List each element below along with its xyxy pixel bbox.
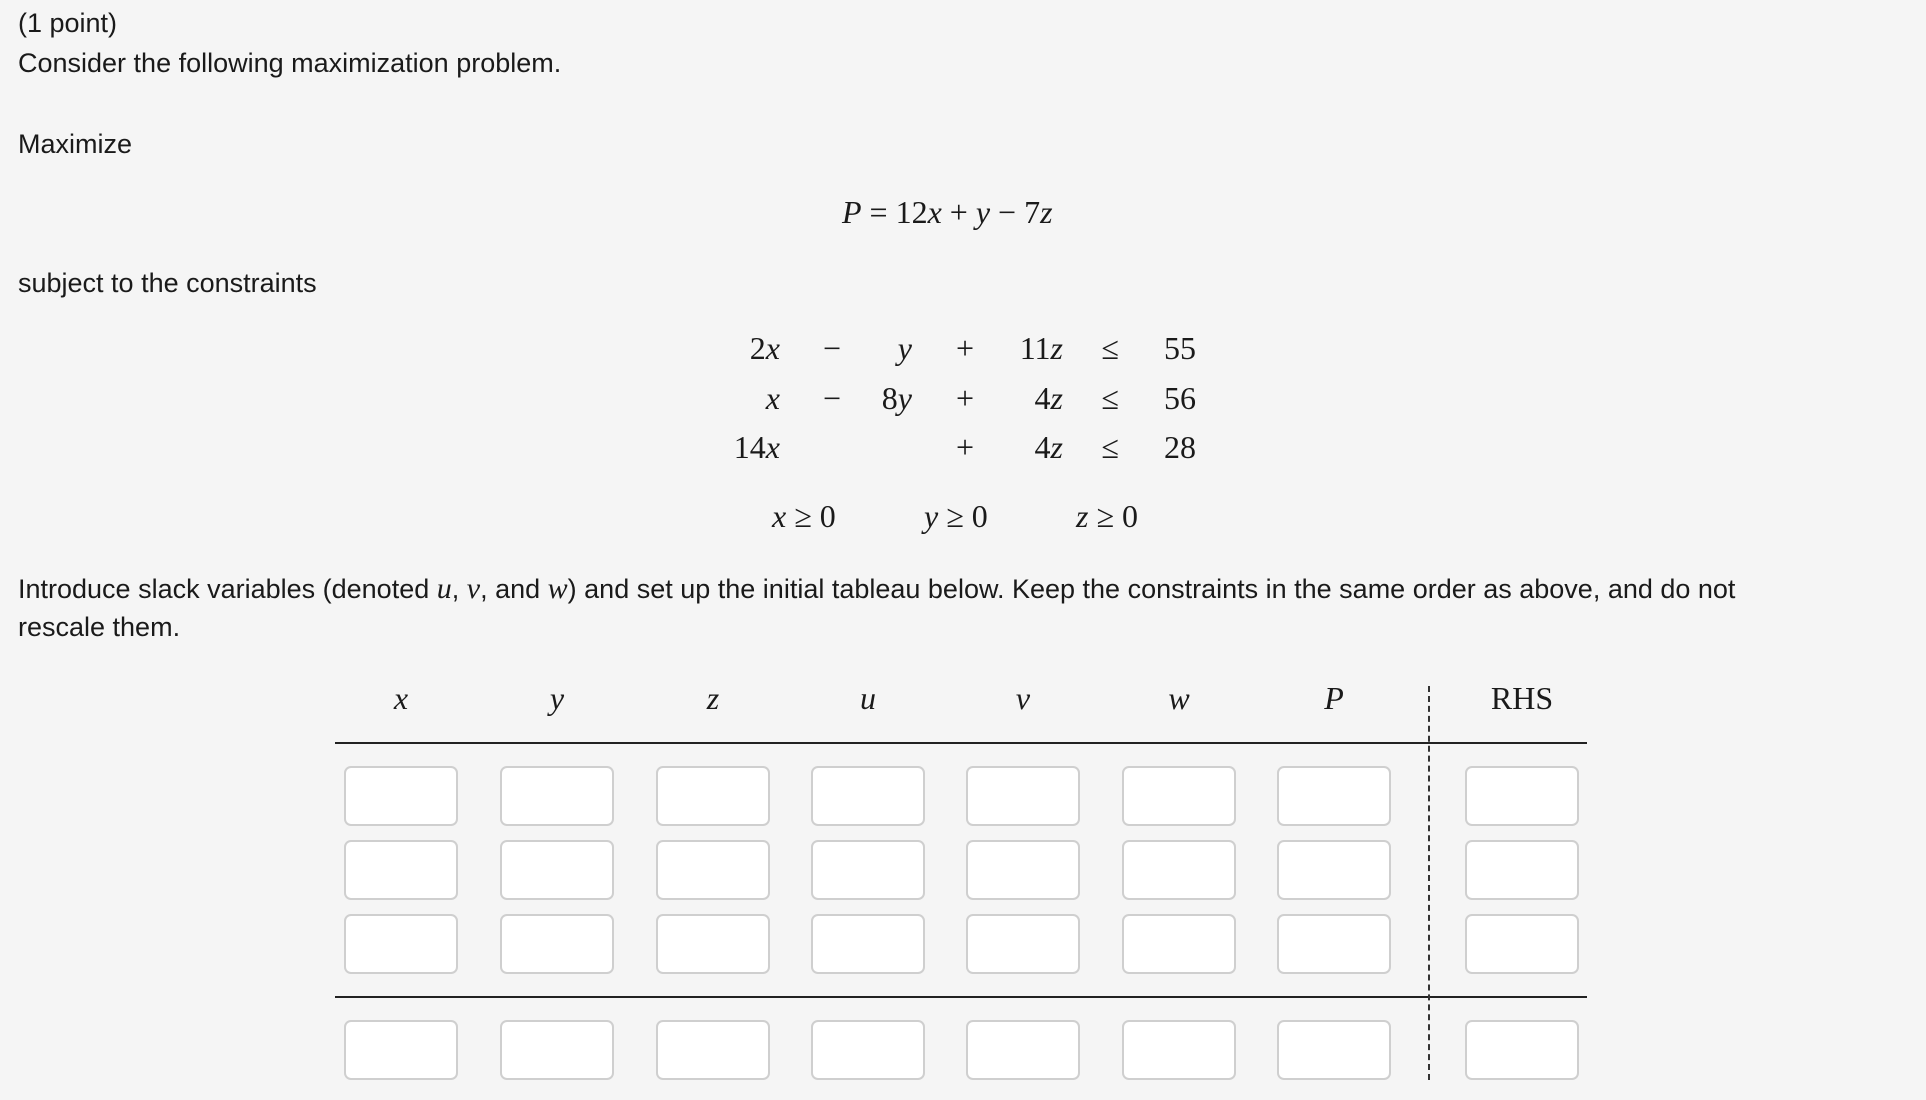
nonneg-z [1076, 498, 1138, 535]
objective-z: z [1040, 194, 1053, 230]
tableau-cell-r1-x[interactable] [344, 766, 458, 826]
coef: 4 [1034, 429, 1051, 465]
constraint-op1: − [822, 330, 842, 366]
tableau-cell-r2-u[interactable] [811, 840, 925, 900]
objective-minus: − [998, 194, 1017, 230]
var-x: x [765, 429, 780, 465]
coef: 14 [733, 429, 766, 465]
tableau-cell-r1-v[interactable] [966, 766, 1080, 826]
coef: 8 [881, 380, 898, 416]
constraint-z-term [983, 429, 1063, 466]
text: Introduce slack variables (denoted [18, 574, 437, 604]
tableau-header-w: w [1168, 680, 1190, 716]
problem-intro: Consider the following maximization problem. [18, 48, 562, 78]
constraint-op2: + [955, 330, 975, 366]
constraint-rel: ≤ [1101, 380, 1119, 416]
coef: 4 [1034, 380, 1051, 416]
tableau-cell-obj-u[interactable] [811, 1020, 925, 1080]
tableau-cell-obj-y[interactable] [500, 1020, 614, 1080]
tableau-header-z: z [706, 680, 720, 716]
objective-coef-x: 12 [895, 194, 928, 230]
tableau-top-rule [335, 742, 1587, 744]
tableau-cell-r1-w[interactable] [1122, 766, 1236, 826]
constraint-x-term [700, 380, 780, 417]
tableau-header-rhs: RHS [1490, 680, 1554, 716]
tableau-cell-obj-x[interactable] [344, 1020, 458, 1080]
tableau-header-u: u [860, 680, 876, 716]
tableau-header-x: x [393, 680, 409, 716]
constraint-rhs: 55 [1164, 330, 1196, 366]
var-x: x [765, 330, 780, 366]
constraint-rel: ≤ [1101, 429, 1119, 465]
tableau-cell-obj-z[interactable] [656, 1020, 770, 1080]
var-z: z [1050, 330, 1063, 366]
tableau-header-y: y [549, 680, 565, 716]
tableau-header-p: P [1324, 680, 1344, 716]
nonneg-x [772, 498, 836, 535]
tableau-cell-r1-p[interactable] [1277, 766, 1391, 826]
tableau-cell-r3-v[interactable] [966, 914, 1080, 974]
constraint-x-term [700, 429, 780, 466]
constraint-z-term [983, 330, 1063, 367]
tableau-cell-r3-u[interactable] [811, 914, 925, 974]
coef: 11 [1019, 330, 1051, 366]
objective-coef-z: 7 [1024, 194, 1041, 230]
var: y [924, 498, 939, 534]
tableau-cell-r2-x[interactable] [344, 840, 458, 900]
var-v: v [466, 572, 481, 605]
tableau-cell-r1-y[interactable] [500, 766, 614, 826]
constraint-z-term [983, 380, 1063, 417]
objective-function [842, 194, 1053, 231]
tableau-header-v: v [1015, 680, 1031, 716]
tableau-cell-obj-rhs[interactable] [1465, 1020, 1579, 1080]
tableau-cell-obj-v[interactable] [966, 1020, 1080, 1080]
tableau-cell-obj-p[interactable] [1277, 1020, 1391, 1080]
tableau-cell-r3-y[interactable] [500, 914, 614, 974]
var-x: x [765, 380, 780, 416]
objective-plus: + [949, 194, 968, 230]
rel: ≥ 0 [1096, 498, 1139, 534]
var: x [772, 498, 787, 534]
tableau-cell-r2-z[interactable] [656, 840, 770, 900]
var-y: y [897, 330, 912, 366]
tableau-cell-r2-y[interactable] [500, 840, 614, 900]
tableau-rhs-divider [1428, 686, 1430, 1080]
constraint-op2: + [955, 380, 975, 416]
nonneg-y [924, 498, 988, 535]
tableau-objective-rule [335, 996, 1587, 998]
text: , [451, 574, 467, 604]
tableau-cell-r1-rhs[interactable] [1465, 766, 1579, 826]
rel: ≥ 0 [946, 498, 988, 534]
tableau-cell-r2-p[interactable] [1277, 840, 1391, 900]
constraint-op2: + [955, 429, 975, 465]
text: , and [480, 574, 548, 604]
objective-lhs: P [842, 194, 862, 230]
coef: 2 [749, 330, 766, 366]
maximize-label: Maximize [18, 129, 133, 159]
constraint-y-term [832, 380, 912, 417]
tableau-cell-r3-z[interactable] [656, 914, 770, 974]
constraint-rhs: 56 [1164, 380, 1196, 416]
instructions-line-2: rescale them. [18, 612, 181, 642]
var-w: w [547, 572, 568, 605]
objective-x: x [927, 194, 942, 230]
var-u: u [436, 572, 452, 605]
var-z: z [1050, 429, 1063, 465]
text: ) and set up the initial tableau below. Keep the constraints in the same order as above, and do not [567, 574, 1736, 604]
objective-eq: = [869, 194, 888, 230]
tableau-cell-r2-v[interactable] [966, 840, 1080, 900]
tableau-cell-r1-u[interactable] [811, 766, 925, 826]
var-z: z [1050, 380, 1063, 416]
tableau-cell-r3-rhs[interactable] [1465, 914, 1579, 974]
tableau-cell-r3-p[interactable] [1277, 914, 1391, 974]
points-label: (1 point) [18, 8, 118, 38]
tableau-cell-r2-rhs[interactable] [1465, 840, 1579, 900]
constraint-op1: − [822, 380, 842, 416]
tableau-cell-r3-w[interactable] [1122, 914, 1236, 974]
var-y: y [897, 380, 912, 416]
constraint-rel: ≤ [1101, 330, 1119, 366]
constraint-x-term [700, 330, 780, 367]
constraint-rhs: 28 [1164, 429, 1196, 465]
tableau-cell-r2-w[interactable] [1122, 840, 1236, 900]
tableau-cell-r3-x[interactable] [344, 914, 458, 974]
constraint-y-term [832, 330, 912, 367]
tableau-cell-r1-z[interactable] [656, 766, 770, 826]
tableau-cell-obj-w[interactable] [1122, 1020, 1236, 1080]
objective-y: y [975, 194, 991, 230]
var: z [1076, 498, 1089, 534]
subject-label: subject to the constraints [18, 268, 317, 298]
instructions-line-1 [18, 572, 1735, 606]
rel: ≥ 0 [794, 498, 836, 534]
